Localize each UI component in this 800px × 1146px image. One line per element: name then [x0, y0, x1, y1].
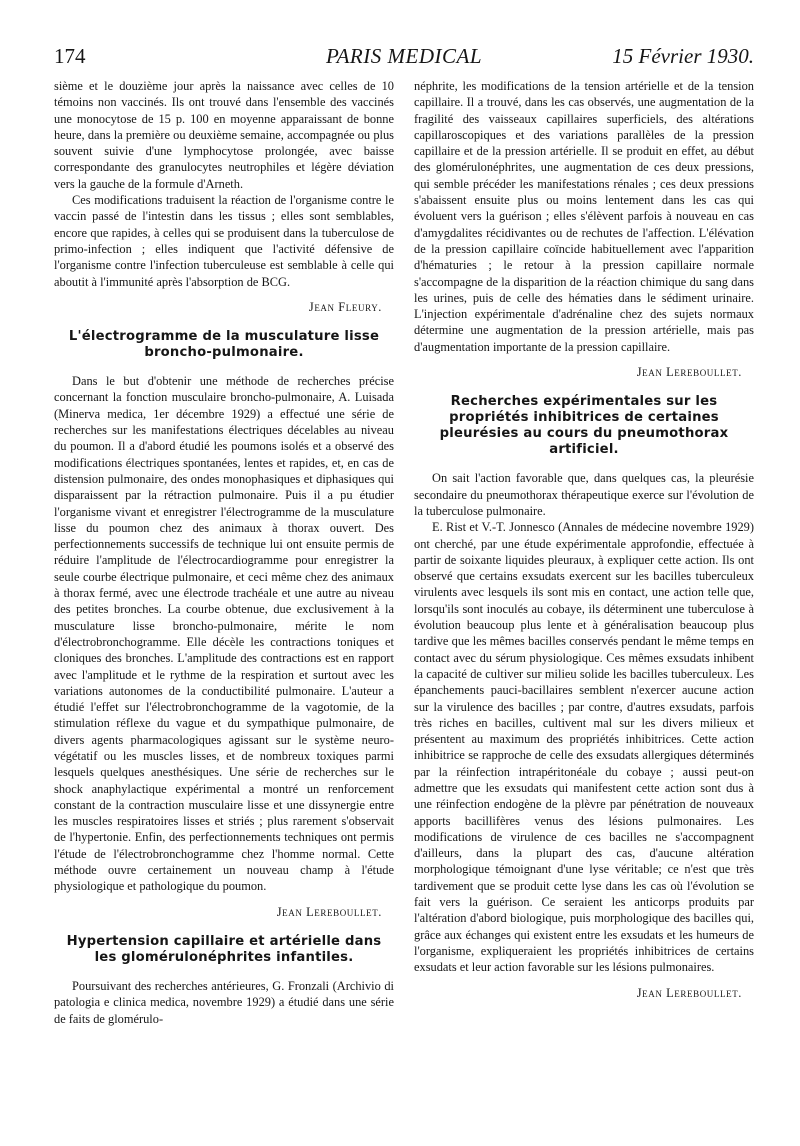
author-signature: Jean Lereboullet.: [276, 904, 382, 919]
paragraph: néphrite, les modifications de la tension artérielle et de la tension capillaire. Il a trouvé, dans les cas observés, une augmentation de la fragilité des vaisseaux capillaires superficiels, des altérations capillaroscopiques et des variations parallèles de la pression capillaire et de la pression artérielle. Il se produit en effet, au début des glomérulonéphrites, une augmentation de ces deux pressions, qui semble précéder les manifestations rénales ; ces deux pressions s'abaissent ensuite plus ou moins lentement dans les cas qui évoluent vers la guérison ; elles s'élèvent parfois à nouveau en cas d'amygdalites récidivantes ou de rechutes de l'affection. L'élévation de la pression capillaire coïncide habituellement avec l'apparition d'hématuries ; le retour à la pression capillaire normale s'accompagne de la disparition de la réaction chimique du sang dans les urines, puis de celle des hématies dans le sédiment urinaire. L'injection expérimentale d'adrénaline chez des sujets normaux détermine une augmentation de la pression artérielle, mais pas d'augmentation importante de la pression capillaire.: [414, 79, 754, 354]
paragraph: E. Rist et V.-T. Jonnesco (Annales de médecine novembre 1929) ont cherché, par une étude expérimentale approfondie, effectuée à partir de soixante liquides pleuraux, à expliquer cette action. Ils ont observé que certains exsudats exercent sur les bacilles tuberculeux virulents avec lesquels ils sont mis en contact, une action telle que, lorsqu'ils sont inoculés au cobaye, ils déterminent une tuberculose à évolution beaucoup plus lente et à généralisation beaucoup plus tardive que les mêmes bacilles conservés pendant le même temps en contact avec du sérum physiologique. Ces mêmes exsudats inhibent la capacité de cultiver sur milieu solide les bacilles tuberculeux. Les épanchements pauci-bacillaires semblent n'exercer aucune action sur la virulence des bacilles ; par contre, d'autres exsudats, parfois très riches en bacilles, cultivent mal sur les divers milieux et présentent au maximum des propriétés inhibitrices. Cette action inhibitrice se rapproche de celle des exsudats allergiques déterminés par la réinfection intrapéritonéale du cobaye ; aussi peut-on admettre que les exsudats qui manifestent cette action sont dus à une réinfection endogène de la plèvre par pénétration de nouveaux apports bacillifères venus des lésions pulmonaires. Les modifications de virulence de ces bacilles ne s'accompagnent d'ailleurs, dans la plupart des cas, d'aucune altération morphologique témoignant d'une lyse véritable; ce n'est que très tardivement que se produit cette lyse dans les cas où l'évolution se fait vers la guérison. Ce seraient les anticorps produits par l'altération d'abord biologique, puis morphologique des bacilles qui, grâce aux échanges qui existent entre les exsudats et les humeurs de l'organisme, expliqueraient les propriétés inhibitrices de certains exsudats et leur action favorable sur les lésions pulmonaires.: [414, 520, 754, 975]
page-number: 174: [54, 44, 86, 68]
paragraph: sième et le douzième jour après la naissance avec celles de 10 témoins non vaccinés. Ils ont trouvé dans l'ensemble des vaccinés une monocytose de 15 p. 100 en moyenne apparaissant de bonne heure, dans la première ou deuxième semaine, accompagnée ou plus souvent suivie d'une lymphocytose prolongée, avec baisse correspondante des granulocytes neutrophiles et légère déviation vers la gauche de la formule d'Arneth.: [54, 79, 394, 191]
author-signature: Jean Fleury.: [308, 299, 382, 314]
issue-date: 15 Février 1930.: [612, 44, 754, 68]
paragraph: Poursuivant des recherches antérieures, G. Fronzali (Archivio di patologia e clinica medica, novembre 1929) a étudié dans une série de faits de glomérulo-: [54, 978, 394, 1026]
paragraph: On sait l'action favorable que, dans quelques cas, la pleurésie secondaire du pneumothorax thérapeutique exerce sur l'évolution de la tuberculose pulmonaire.: [414, 471, 754, 518]
author-signature: Jean Lereboullet.: [636, 365, 742, 380]
article-title: Recherches expérimentales sur les propriétés inhibitrices de certaines pleurésies au cours du pneumothorax artificiel.: [439, 394, 729, 458]
paragraph: Dans le but d'obtenir une méthode de recherches précise concernant la fonction musculaire broncho-pulmonaire, A. Luisada (Minerva medica, 1er décembre 1929) a effectué une série de recherches sur les manifestations électriques décelables au niveau du poumon. Il a d'abord étudié les poumons isolés et a observé des modifications électriques spontanées, lentes et rapides, et, en cas de distension pulmonaire, des ondes monophasiques et diphasiques qui disparaissent par la rétraction pulmonaire. Puis il a pu étudier l'organisme vivant et enregistrer l'électrogramme de la musculature lisse du poumon chez des animaux à thorax ouvert. Des perfectionnements successifs de technique lui ont ensuite permis de réduire l'amplitude de l'électrocardiogramme pour enregistrer la seule courbe électrique pulmonaire, et ceci même chez des animaux à thorax fermé, avec une électrode trachéale et une autre au niveau des petites bronches. La courbe obtenue, due exclusivement à la musculature lisse broncho-pulmonaire, mérite le nom d'électrobronchogramme. Elle décèle les contractions toniques et cloniques des bronches. L'amplitude des contractions est en rapport avec l'amplitude et le rythme de la respiration et surtout avec les variations autonomes de la conductibilité pulmonaire. L'auteur a étudié l'effet sur l'électrobronchogramme de la vagotomie, de la stimulation réflexe du vague et du sympathique pulmonaire, de divers agents pharmacologiques agissant sur le système neuro-végétatif ou les muscles lisses, et de nombreux toxiques parmi lesquels quelques anesthésiques. Une série de recherches sur le shock anaphylactique expérimental a montré un renforcement constant de la contraction musculaire lisse et une dissynergie entre les muscles respiratoires lisses et striés ; plus rarement s'observait de l'hypertonie. Enfin, des perfectionnements techniques ont permis l'étude de l'électrobronchogramme chez l'homme normal. Cette méthode ouvre certainement un nouveau champ à l'étude physiologique et pathologique du poumon.: [54, 374, 394, 894]
right-column: [414, 78, 754, 1027]
text-columns: [54, 78, 754, 1027]
article-title: Hypertension capillaire et artérielle dans les glomérulonéphrites infantiles.: [66, 933, 382, 965]
page-header: [54, 44, 754, 70]
article-title: L'électrogramme de la musculature lisse broncho-pulmonaire.: [68, 329, 380, 361]
paragraph: Ces modifications traduisent la réaction de l'organisme contre le vaccin passé de l'intestin dans les tissus ; elles sont semblables, encore que rapides, à celles qui se produisent dans la tuberculose de primo-infection ; elles indiquent que l'activité défensive de l'organisme contre l'infection tuberculeuse est semblable à celle qui aboutit à l'immunité après l'absorption de BCG.: [54, 193, 394, 289]
author-signature: Jean Lereboullet.: [636, 985, 742, 1000]
left-column: [54, 78, 394, 1027]
journal-title: PARIS MEDICAL: [325, 44, 482, 68]
